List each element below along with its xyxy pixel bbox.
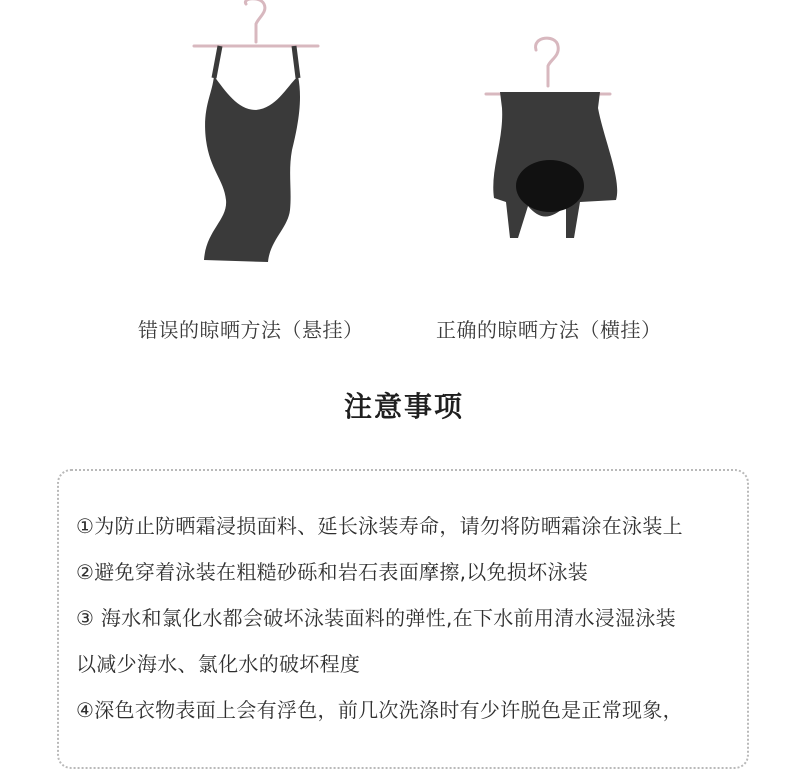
note-item: ③ 海水和氯化水都会破坏泳装面料的弹性,在下水前用清水浸湿泳装	[76, 606, 676, 630]
hanger-icon	[194, 0, 318, 46]
swimsuit-hanging-icon	[176, 0, 336, 300]
wrong-hanging-illustration	[176, 0, 336, 300]
hanger-icon	[486, 38, 610, 94]
caption-wrong-method: 错误的晾晒方法（悬挂）	[138, 318, 364, 342]
swimsuit-folded-icon	[470, 30, 640, 250]
note-item-continuation: 以减少海水、氯化水的破坏程度	[76, 652, 361, 676]
note-item: ②避免穿着泳装在粗糙砂砾和岩石表面摩擦,以免损坏泳装	[76, 560, 589, 584]
note-item: ①为防止防晒霜浸损面料、延长泳装寿命，请勿将防晒霜涂在泳装上	[76, 514, 683, 538]
section-title: 注意事项	[343, 390, 464, 423]
caption-right-method: 正确的晾晒方法（横挂）	[436, 318, 662, 342]
right-hanging-illustration	[470, 30, 640, 250]
note-item: ④深色衣物表面上会有浮色，前几次洗涤时有少许脱色是正常现象，	[76, 698, 683, 722]
